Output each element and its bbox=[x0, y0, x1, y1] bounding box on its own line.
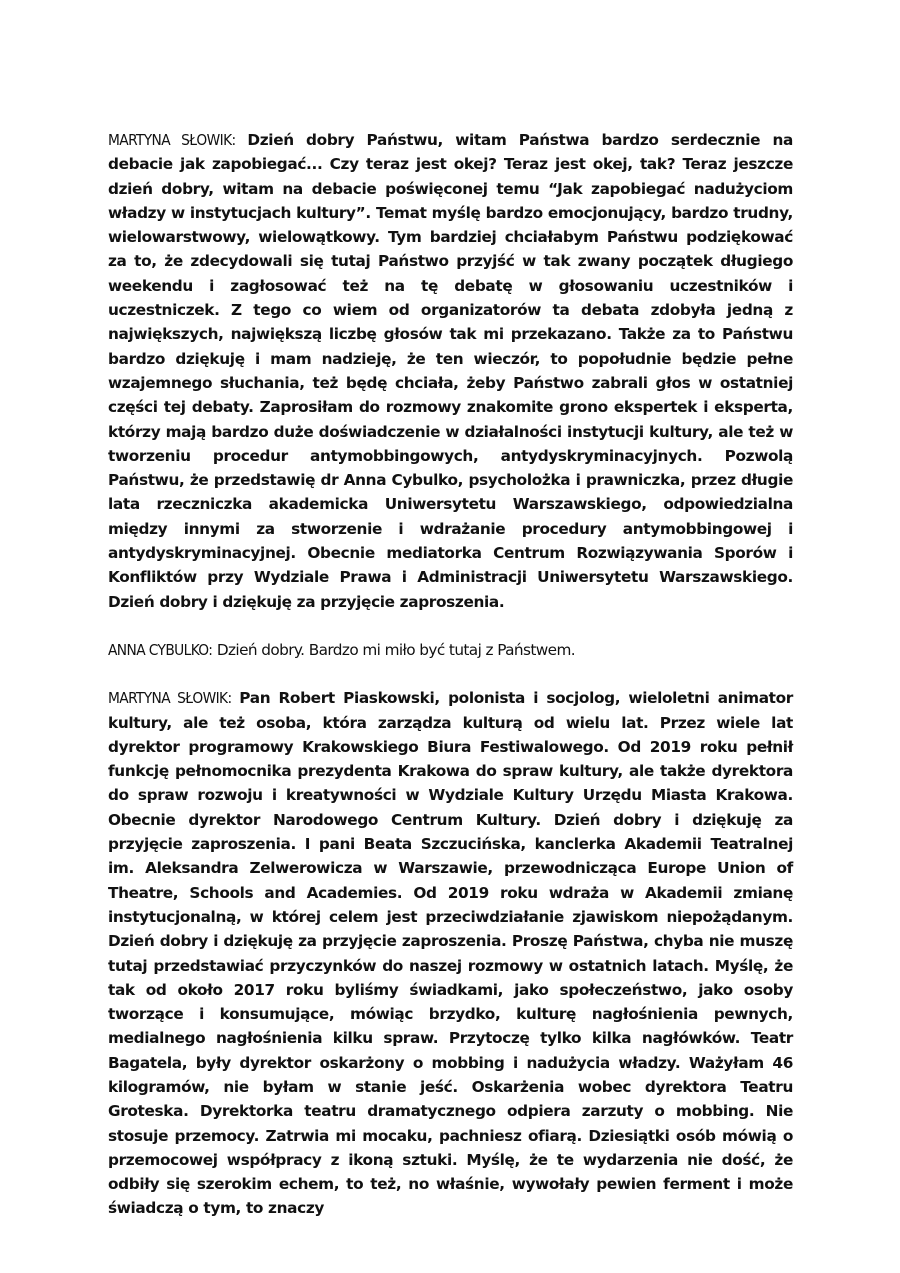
speaker-name: MARTYNA SŁOWIK: bbox=[108, 131, 236, 149]
transcript-paragraph bbox=[108, 686, 793, 1221]
speech-text: Dzień dobry. Bardzo mi miło być tutaj z Państwem. bbox=[216, 640, 576, 659]
speech-text: Dzień dobry Państwu, witam Państwa bardzo serdecznie na debacie jak zapobiegać... Czy teraz jest okej? Teraz jest okej, tak? Teraz jeszcze dzień dobry, witam na debacie poświęconej temu “Jak zapobiegać nadużyciom władzy w instytucjach kultury”. Temat myślę bardzo emocjonujący, bardzo trudny, wielowarstwowy, wielowątkowy. Tym bardziej chciałabym Państwu podziękować za to, że zdecydowali się tutaj Państwo przyjść w tak zwany początek długiego weekendu i zagłosować też na tę debatę w głosowaniu uczestników i uczestniczek. Z tego co wiem od organizatorów ta debata zdobyła jedną z największych, największą liczbę głosów tak mi przekazano. Także za to Państwu bardzo dziękuję i mam nadzieję, że ten wieczór, to popołudnie będzie pełne wzajemnego słuchania, też będę chciała, żeby Państwo zabrali głos w ostatniej części tej debaty. Zaprosiłam do rozmowy znakomite grono ekspertek i eksperta, którzy mają bardzo duże doświadczenie w działalności instytucji kultury, ale też w tworzeniu procedur antymobbingowych, antydyskryminacyjnych. Pozwolą Państwu, że przedstawię dr Anna Cybulko, psycholożka i prawniczka, przez długie lata rzeczniczka akademicka Uniwersytetu Warszawskiego, odpowiedzialna między innymi za stworzenie i wdrażanie procedury antymobbingowej i antydyskryminacyjnej. Obecnie mediatorka Centrum Rozwiązywania Sporów i Konfliktów przy Wydziale Prawa i Administracji Uniwersytetu Warszawskiego. Dzień dobry i dziękuję za przyjęcie zaproszenia. bbox=[108, 131, 793, 611]
speech-text: Pan Robert Piaskowski, polonista i socjolog, wieloletni animator kultury, ale też osoba, która zarządza kulturą od wielu lat. Przez wiele lat dyrektor programowy Krakowskiego Biura Festiwalowego. Od 2019 roku pełnił funkcję pełnomocnika prezydenta Krakowa do spraw kultury, ale także dyrektora do spraw rozwoju i kreatywności w Wydziale Kultury Urzędu Miasta Krakowa. Obecnie dyrektor Narodowego Centrum Kultury. Dzień dobry i dziękuję za przyjęcie zaproszenia. I pani Beata Szczucińska, kanclerka Akademii Teatralnej im. Aleksandra Zelwerowicza w Warszawie, przewodnicząca Europe Union of Theatre, Schools and Academies. Od 2019 roku wdraża w Akademii zmianę instytucjonalną, w której celem jest przeciwdziałanie zjawiskom niepożądanym. Dzień dobry i dziękuję za przyjęcie zaproszenia. Proszę Państwa, chyba nie muszę tutaj przedstawiać przyczynków do naszej rozmowy w ostatnich latach. Myślę, że tak od około 2017 roku byliśmy świadkami, jako społeczeństwo, jako osoby tworzące i konsumujące, mówiąc brzydko, kulturę nagłośnienia pewnych, medialnego nagłośnienia kilku spraw. Przytoczę tylko kilka nagłówków. Teatr Bagatela, były dyrektor oskarżony o mobbing i nadużycia władzy. Ważyłam 46 kilogramów, nie byłam w stanie jeść. Oskarżenia wobec dyrektora Teatru Groteska. Dyrektorka teatru dramatycznego odpiera zarzuty o mobbing. Nie stosuje przemocy. Zatrwia mi mocaku, pachniesz ofiarą. Dziesiątki osób mówią o przemocowej współpracy z ikoną sztuki. Myślę, że te wydarzenia nie dość, że odbiły się szerokim echem, to też, no właśnie, wywołały pewien ferment i może świadczą o tym, to znaczy bbox=[108, 689, 793, 1218]
speaker-name: MARTYNA SŁOWIK: bbox=[108, 689, 232, 708]
transcript-paragraph bbox=[108, 128, 793, 614]
transcript-paragraph bbox=[108, 638, 793, 662]
speaker-name: ANNA CYBULKO: bbox=[108, 640, 213, 659]
document-page bbox=[108, 128, 793, 1245]
